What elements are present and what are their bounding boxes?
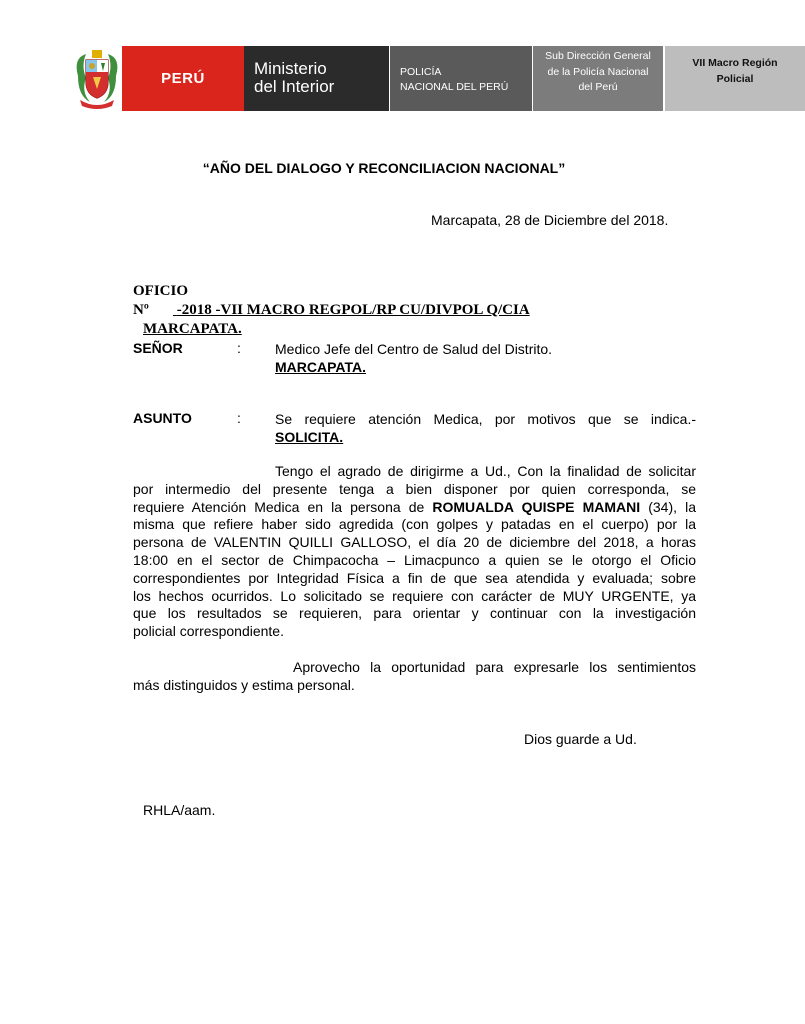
document-date: Marcapata, 28 de Diciembre del 2018. <box>431 212 669 228</box>
body-line: misma que refiere haber sido agredida (con golpes y patadas en el cuerpo) por la <box>133 516 696 533</box>
senor-label: SEÑOR <box>133 340 183 356</box>
institutional-header <box>72 46 778 111</box>
body-line: Tengo el agrado de dirigirme a Ud., Con la finalidad de solicitar <box>275 463 696 479</box>
region-line-1: VII Macro Región <box>692 57 778 69</box>
subdirection-line-3: del Perú <box>578 81 618 93</box>
senor-colon: : <box>237 340 241 356</box>
police-line-2: NACIONAL DEL PERÚ <box>400 81 509 93</box>
ministry-box <box>244 46 389 111</box>
region-box <box>665 46 805 111</box>
recipient-place: MARCAPATA. <box>275 359 366 375</box>
oficio-line-2: MARCAPATA. <box>143 321 242 337</box>
oficio-line-1 <box>133 282 663 320</box>
subject-line: Se requiere atención Medica, por motivos que se indica.- <box>275 411 696 427</box>
subdirection-line-1: Sub Dirección General <box>545 50 651 62</box>
ministry-line-1: Ministerio <box>254 59 327 78</box>
closing-line: más distinguidos y estima personal. <box>133 676 355 693</box>
police-box <box>390 46 532 111</box>
body-line: correspondientes por Integridad Física a fin de que sea atendida y evaluada; sobre <box>133 569 696 586</box>
body-line: los hechos ocurridos. Lo solicitado se requiere con carácter de MUY URGENTE, ya <box>133 587 696 604</box>
year-motto: “AÑO DEL DIALOGO Y RECONCILIACION NACIONAL” <box>202 160 566 176</box>
body-text: (34), la <box>640 498 696 515</box>
asunto-subject <box>275 410 696 446</box>
body-line: persona de VALENTIN QUILLI GALLOSO, el día 20 de diciembre del 2018, a horas <box>133 534 696 551</box>
body-line <box>133 499 696 517</box>
oficio-code: -2018 -VII MACRO REGPOL/RP CU/DIVPOL Q/CIA <box>176 302 530 318</box>
police-line-1: POLICÍA <box>400 66 442 78</box>
closing-line: Aprovecho la oportunidad para expresarle los sentimientos <box>293 659 696 675</box>
closing-paragraph <box>133 659 696 695</box>
body-line: 18:00 en el sector de Chimpacocha – Limacpunco a quien se le otorgo el Oficio <box>133 551 696 568</box>
body-line: por intermedio del presente tenga a bien disponer por quien corresponda, se <box>133 480 696 497</box>
body-text: requiere Atención Medica en la persona de <box>133 498 433 515</box>
farewell: Dios guarde a Ud. <box>524 731 637 747</box>
body-paragraph <box>133 463 696 641</box>
body-line: que los resultados se requieren, para orientar y continuar con la investigación <box>133 605 696 622</box>
peru-flag-box <box>122 46 244 111</box>
country-label: PERÚ <box>161 70 205 87</box>
initials: RHLA/aam. <box>143 802 216 818</box>
asunto-colon: : <box>237 410 241 426</box>
region-line-2: Policial <box>716 72 754 85</box>
subdirection-box <box>533 46 663 111</box>
subdirection-line-2: de la Policía Nacional <box>547 65 649 78</box>
ministry-line-2: del Interior <box>254 77 335 96</box>
senor-recipient <box>275 340 696 376</box>
asunto-label: ASUNTO <box>133 410 192 426</box>
oficio-reference <box>133 282 663 339</box>
recipient-line: Medico Jefe del Centro de Salud del Distrito. <box>275 341 553 357</box>
subject-action: SOLICITA. <box>275 429 344 445</box>
peru-coat-of-arms-icon <box>72 46 122 111</box>
body-line: policial correspondiente. <box>133 623 284 640</box>
person-name: ROMUALDA QUISPE MAMANI <box>432 498 641 515</box>
oficio-prefix: OFICIO Nº <box>133 283 189 318</box>
